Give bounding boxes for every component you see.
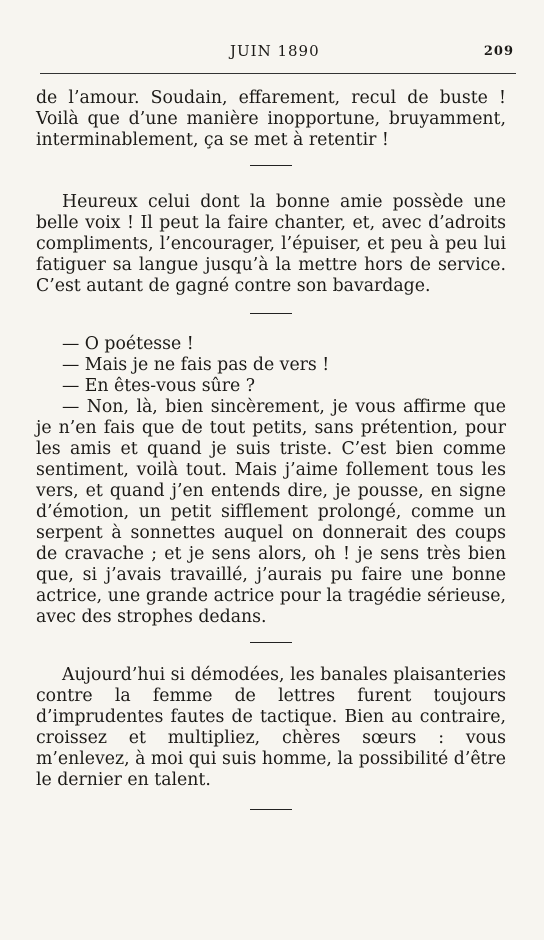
paragraph-text: Aujourd’hui si démodées, les banales plaisanteries contre la femme de lettres furent toujours d’imprudentes fautes de tactique. Bien au contraire, croissez et multipliez, chères sœurs : vous m’enlevez, à moi qui suis homme, la possibilité d’être le dernier en talent. xyxy=(36,665,506,790)
header-rule xyxy=(40,73,516,74)
dialogue-line: — Non, là, bien sincèrement, je vous affirme que je n’en fais que de tout petits, sans prétention, pour les amis et quand je suis triste. C’est bien comme sentiment, voilà tout. Mais j’aime follement tous les vers, et quand j’en entends dire, je pousse, en signe d’émotion, un petit sifflement prolongé, comme un serpent à sonnettes auquel on donnerait des coups de cravache ; et je sens alors, oh ! je sens très bien que, si j’avais travaillé, j’aurais pu faire une bonne actrice, une grande actrice pour la tragédie sérieuse, avec des strophes dedans. xyxy=(36,397,506,627)
paragraph-femme-de-lettres xyxy=(36,665,506,791)
paragraph-text: Heureux celui dont la bonne amie possède une belle voix ! Il peut la faire chanter, et, avec d’adroits compliments, l’encourager, l’épuiser, et peu à peu lui fatiguer sa langue jusqu’à la mettre hors de service. C’est autant de gagné contre son bavardage. xyxy=(36,192,506,296)
paragraph-belle-voix xyxy=(36,192,506,297)
dialogue-line: — Mais je ne fais pas de vers ! xyxy=(62,355,330,375)
paragraph-text: de l’amour. Soudain, effarement, recul de buste ! Voilà que d’une manière inopportune, bruyamment, interminablement, ça se met à retentir ! xyxy=(36,88,506,150)
dialogue-line: — En êtes-vous sûre ? xyxy=(62,376,256,396)
section-separator xyxy=(250,642,292,643)
page-body xyxy=(36,88,506,810)
paragraph-continuation xyxy=(36,88,506,151)
page-header xyxy=(40,38,516,68)
dialogue-line: — O poétesse ! xyxy=(62,334,194,354)
dialogue-block xyxy=(36,334,506,628)
running-title: JUIN 1890 xyxy=(230,42,320,60)
section-separator xyxy=(250,313,292,314)
section-separator xyxy=(250,165,292,166)
page-number: 209 xyxy=(483,44,514,59)
section-separator xyxy=(250,809,292,810)
